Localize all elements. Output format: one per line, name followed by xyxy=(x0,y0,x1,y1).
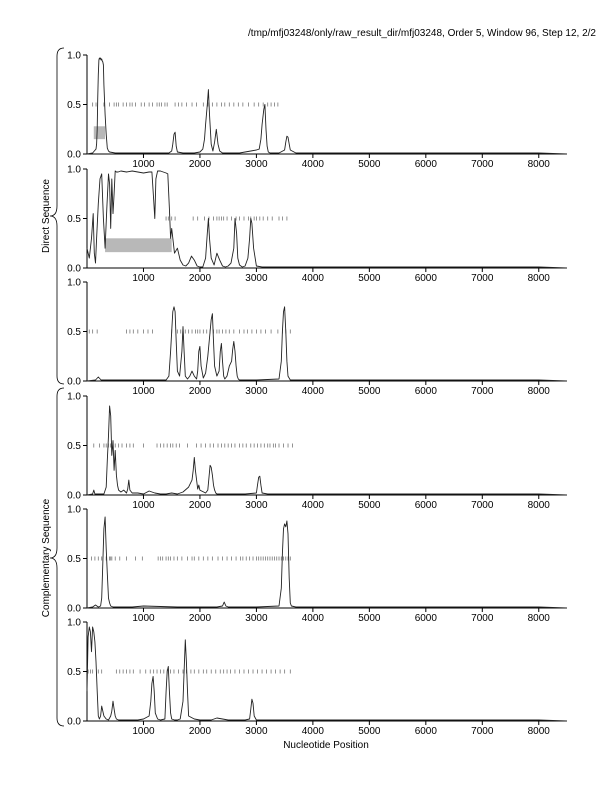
x-tick-label: 6000 xyxy=(414,500,437,511)
y-tick-label: 0.5 xyxy=(67,327,81,338)
x-tick-label: 3000 xyxy=(245,386,268,397)
x-tick-label: 2000 xyxy=(188,613,212,624)
shaded-region xyxy=(94,126,105,139)
y-tick-label: 0.5 xyxy=(67,441,81,452)
series-line xyxy=(87,307,567,381)
x-tick-label: 5000 xyxy=(358,273,381,284)
x-tick-label: 1000 xyxy=(132,386,155,397)
x-tick-label: 5000 xyxy=(358,500,381,511)
x-tick-label: 2000 xyxy=(188,273,212,284)
x-axis-title: Nucleotide Position xyxy=(283,740,369,751)
x-tick-label: 6000 xyxy=(414,159,437,170)
x-tick-label: 7000 xyxy=(471,159,494,170)
y-tick-label: 0.0 xyxy=(67,149,81,161)
y-tick-label: 0.5 xyxy=(67,214,81,225)
series-line xyxy=(87,406,567,495)
panel-4 xyxy=(67,392,567,512)
direct-sequence-label: Direct Sequence xyxy=(41,179,52,253)
y-tick-label: 0.5 xyxy=(67,667,81,678)
shaded-region xyxy=(105,238,172,252)
x-tick-label: 2000 xyxy=(188,159,212,170)
x-tick-label: 3000 xyxy=(245,613,268,624)
y-tick-label: 0.0 xyxy=(67,376,81,388)
panel-3 xyxy=(67,278,567,398)
x-tick-label: 1000 xyxy=(132,273,155,284)
x-tick-label: 2000 xyxy=(188,386,212,397)
x-tick-label: 7000 xyxy=(471,613,494,624)
x-tick-label: 7000 xyxy=(471,386,494,397)
y-tick-label: 0.0 xyxy=(67,603,81,615)
direct-sequence-bracket xyxy=(50,48,64,384)
x-tick-label: 8000 xyxy=(527,613,550,624)
figure-title: /tmp/mfj03248/only/raw_result_dir/mfj03248, Order 5, Window 96, Step 12, 2/2 xyxy=(248,28,596,39)
complementary-sequence-bracket xyxy=(50,388,64,726)
x-tick-label: 3000 xyxy=(245,726,268,737)
x-tick-label: 4000 xyxy=(301,159,325,170)
panel-6 xyxy=(67,618,567,738)
x-tick-label: 4000 xyxy=(301,726,325,737)
series-line xyxy=(87,517,567,608)
y-tick-label: 1.0 xyxy=(67,391,81,403)
y-tick-label: 1.0 xyxy=(67,164,81,176)
x-tick-label: 1000 xyxy=(132,159,155,170)
x-tick-label: 5000 xyxy=(358,159,381,170)
x-tick-label: 3000 xyxy=(245,159,268,170)
series-line xyxy=(87,627,567,721)
x-tick-label: 6000 xyxy=(414,273,437,284)
panel-1 xyxy=(67,51,567,171)
y-tick-label: 0.0 xyxy=(67,490,81,502)
panel-2 xyxy=(67,165,567,285)
x-tick-label: 5000 xyxy=(358,386,381,397)
x-tick-label: 5000 xyxy=(358,613,381,624)
complementary-sequence-label: Complementary Sequence xyxy=(41,498,52,618)
x-tick-label: 4000 xyxy=(301,613,325,624)
x-tick-label: 1000 xyxy=(132,500,155,511)
x-tick-label: 7000 xyxy=(471,726,494,737)
x-tick-label: 6000 xyxy=(414,613,437,624)
y-tick-label: 1.0 xyxy=(67,277,81,289)
x-tick-label: 4000 xyxy=(301,273,325,284)
y-tick-label: 0.0 xyxy=(67,263,81,275)
x-tick-label: 2000 xyxy=(188,500,212,511)
x-tick-label: 3000 xyxy=(245,273,268,284)
x-tick-label: 8000 xyxy=(527,159,550,170)
y-tick-label: 0.5 xyxy=(67,100,81,111)
x-tick-label: 6000 xyxy=(414,726,437,737)
panels xyxy=(67,51,567,738)
y-tick-label: 1.0 xyxy=(67,504,81,516)
x-tick-label: 7000 xyxy=(471,273,494,284)
series-line xyxy=(87,171,567,268)
y-tick-label: 0.0 xyxy=(67,716,81,728)
x-tick-label: 5000 xyxy=(358,726,381,737)
x-tick-label: 7000 xyxy=(471,500,494,511)
x-tick-label: 8000 xyxy=(527,500,550,511)
x-tick-label: 1000 xyxy=(132,726,155,737)
x-tick-label: 4000 xyxy=(301,500,325,511)
y-tick-label: 0.5 xyxy=(67,554,81,565)
panel-5 xyxy=(67,505,567,625)
x-tick-label: 8000 xyxy=(527,273,550,284)
y-tick-label: 1.0 xyxy=(67,617,81,629)
x-tick-label: 6000 xyxy=(414,386,437,397)
x-tick-label: 3000 xyxy=(245,500,268,511)
x-tick-label: 8000 xyxy=(527,726,550,737)
x-tick-label: 8000 xyxy=(527,386,550,397)
x-tick-label: 1000 xyxy=(132,613,155,624)
x-tick-label: 2000 xyxy=(188,726,212,737)
x-tick-label: 4000 xyxy=(301,386,325,397)
y-tick-label: 1.0 xyxy=(67,50,81,62)
